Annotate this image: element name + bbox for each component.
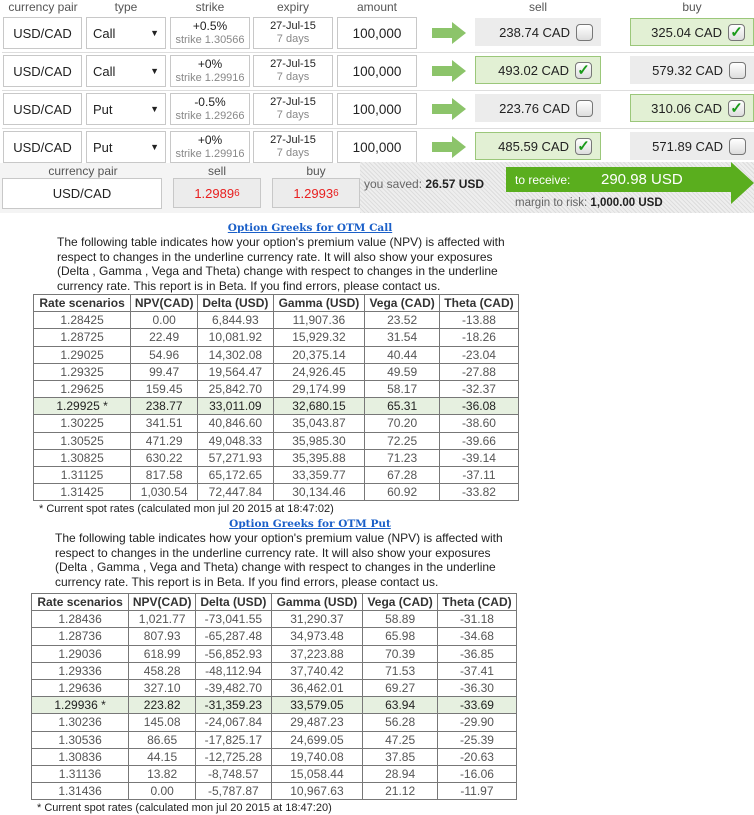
strike-percent: +0% — [197, 57, 223, 71]
spot-rate-note: * Current spot rates (calculated mon jul 20 2015 at 18:47:02) — [39, 503, 334, 515]
summary-pair-label: currency pair — [48, 164, 118, 178]
table-cell: 1.31136 — [32, 765, 129, 782]
option-type-select[interactable] — [86, 93, 166, 125]
table-cell: -5,787.87 — [196, 783, 271, 800]
table-cell: -39,482.70 — [196, 679, 271, 696]
table-cell: 33,011.09 — [198, 398, 273, 415]
table-cell: 65.98 — [363, 628, 438, 645]
expiry-field[interactable] — [253, 17, 333, 49]
table-cell: 1.29636 — [32, 679, 129, 696]
table-cell: 1.28736 — [32, 628, 129, 645]
header-expiry: expiry — [276, 0, 309, 14]
table-cell: 31,290.37 — [271, 611, 363, 628]
table-cell: -11.97 — [437, 783, 516, 800]
summary-pair-field[interactable]: USD/CAD — [2, 178, 162, 209]
table-cell: 1.29025 — [34, 346, 131, 363]
strike-field[interactable] — [170, 93, 250, 125]
table-cell: -33.82 — [439, 484, 518, 501]
table-cell: 31.54 — [365, 329, 440, 346]
greeks-intro: The following table indicates how your option's premium value (NPV) is affected with respect to changes in the underline currency rate. It will also show your exposures (Delta , Gamma , Vega and Theta) change with respect to changes in the underline currency rate. This report is in Beta. If you find errors, please contact us. — [57, 235, 505, 293]
buy-price-option[interactable] — [630, 56, 754, 84]
chevron-down-icon: ▼ — [150, 28, 159, 38]
table-cell: -25.39 — [437, 731, 516, 748]
table-cell: 1.29936 * — [32, 697, 129, 714]
column-header: NPV(CAD) — [131, 295, 198, 312]
table-cell: 40,846.60 — [198, 415, 273, 432]
table-cell: -33.69 — [437, 697, 516, 714]
buy-checkbox[interactable] — [729, 62, 746, 79]
table-cell: -37.11 — [439, 466, 518, 483]
table-cell: 37,740.42 — [271, 662, 363, 679]
table-cell: 1.31436 — [32, 783, 129, 800]
table-cell: -36.08 — [439, 398, 518, 415]
table-cell: 159.45 — [131, 380, 198, 397]
amount-field[interactable]: 100,000 — [337, 55, 417, 87]
table-row — [34, 363, 519, 380]
table-cell: -16.06 — [437, 765, 516, 782]
table-cell: -34.68 — [437, 628, 516, 645]
table-header-row — [34, 295, 519, 312]
buy-price: 325.04 CAD — [651, 24, 722, 40]
sell-checkbox[interactable]: ✓ — [575, 138, 592, 155]
table-row — [32, 783, 517, 800]
spot-buy-rate — [272, 178, 360, 208]
table-cell: -18.26 — [439, 329, 518, 346]
table-row — [32, 662, 517, 679]
sell-price-option[interactable] — [475, 56, 601, 84]
table-row — [32, 731, 517, 748]
table-row — [32, 679, 517, 696]
table-cell: 49,048.33 — [198, 432, 273, 449]
header-sell: sell — [528, 0, 547, 14]
table-cell: 35,043.87 — [273, 415, 365, 432]
current-rate-row — [32, 697, 517, 714]
sell-price: 238.74 CAD — [499, 24, 570, 40]
chevron-down-icon: ▼ — [150, 142, 159, 152]
strike-rate: strike 1.29916 — [175, 72, 245, 84]
table-cell: 58.17 — [365, 380, 440, 397]
table-cell: 0.00 — [131, 312, 198, 329]
buy-price: 571.89 CAD — [652, 138, 723, 154]
table-cell: -65,287.48 — [196, 628, 271, 645]
table-cell: 70.20 — [365, 415, 440, 432]
table-cell: 0.00 — [129, 783, 196, 800]
option-type-select[interactable] — [86, 55, 166, 87]
amount-field[interactable]: 100,000 — [337, 131, 417, 163]
sell-price-option[interactable] — [475, 132, 601, 160]
sell-pip: 6 — [234, 187, 240, 199]
expiry-days: 7 days — [276, 33, 310, 45]
table-cell: 1,021.77 — [129, 611, 196, 628]
table-cell: 24,699.05 — [271, 731, 363, 748]
table-cell: 56.28 — [363, 714, 438, 731]
table-cell: 1.29036 — [32, 645, 129, 662]
table-cell: 69.27 — [363, 679, 438, 696]
table-cell: -29.90 — [437, 714, 516, 731]
table-cell: 23.52 — [365, 312, 440, 329]
row-separator — [2, 52, 754, 53]
expiry-field[interactable] — [253, 131, 333, 163]
header-type: type — [114, 0, 138, 14]
table-cell: 20,375.14 — [273, 346, 365, 363]
table-row — [34, 415, 519, 432]
table-cell: 72,447.84 — [198, 484, 273, 501]
table-cell: 1.28425 — [34, 312, 131, 329]
table-row — [32, 765, 517, 782]
table-row — [32, 714, 517, 731]
spot-rate-note: * Current spot rates (calculated mon jul 20 2015 at 18:47:20) — [37, 802, 332, 814]
sell-checkbox[interactable] — [576, 100, 593, 117]
table-cell: -39.66 — [439, 432, 518, 449]
table-cell: 11,907.36 — [273, 312, 365, 329]
table-row — [32, 645, 517, 662]
column-header: Gamma (USD) — [273, 295, 365, 312]
table-cell: 1.29925 * — [34, 398, 131, 415]
summary-buy-label: buy — [306, 164, 326, 178]
receive-arrow-icon — [731, 162, 754, 204]
buy-price-option[interactable] — [630, 94, 754, 122]
sell-rate: 1.2989 — [194, 185, 235, 201]
arrow-right-icon — [432, 60, 466, 82]
table-row — [34, 432, 519, 449]
buy-price: 579.32 CAD — [652, 62, 723, 78]
table-cell: -13.88 — [439, 312, 518, 329]
table-cell: 1.30536 — [32, 731, 129, 748]
sell-checkbox[interactable] — [576, 24, 593, 41]
expiry-field[interactable] — [253, 55, 333, 87]
table-cell: 21.12 — [363, 783, 438, 800]
sell-price-option[interactable] — [475, 18, 601, 46]
table-cell: -37.41 — [437, 662, 516, 679]
table-cell: 47.25 — [363, 731, 438, 748]
table-cell: -8,748.57 — [196, 765, 271, 782]
saved-label: you saved: — [364, 177, 423, 191]
current-rate-row — [34, 398, 519, 415]
expiry-days: 7 days — [276, 71, 310, 83]
table-row — [34, 466, 519, 483]
table-row — [32, 611, 517, 628]
table-cell: 1.30825 — [34, 449, 131, 466]
currency-pair-field[interactable]: USD/CAD — [3, 55, 82, 87]
column-header: Delta (USD) — [196, 594, 271, 611]
strike-percent: +0.5% — [192, 19, 228, 33]
table-cell: 33,579.05 — [271, 697, 363, 714]
header-amount: amount — [356, 0, 398, 14]
receive-value: 290.98 USD — [601, 171, 683, 188]
table-row — [34, 380, 519, 397]
table-cell: -24,067.84 — [196, 714, 271, 731]
table-cell: 1.30525 — [34, 432, 131, 449]
summary-sell-label: sell — [207, 164, 226, 178]
buy-pip: 6 — [333, 187, 339, 199]
column-header: Rate scenarios — [34, 295, 131, 312]
table-cell: 1.28436 — [32, 611, 129, 628]
margin-label: margin to risk: — [515, 197, 588, 209]
table-cell: -36.85 — [437, 645, 516, 662]
buy-price: 310.06 CAD — [651, 100, 722, 116]
table-cell: 33,359.77 — [273, 466, 365, 483]
column-header: NPV(CAD) — [129, 594, 196, 611]
strike-field[interactable] — [170, 55, 250, 87]
table-cell: 60.92 — [365, 484, 440, 501]
option-type-select[interactable] — [86, 131, 166, 163]
table-cell: 10,081.92 — [198, 329, 273, 346]
table-cell: -31,359.23 — [196, 697, 271, 714]
table-cell: 1.28725 — [34, 329, 131, 346]
table-cell: 37,223.88 — [271, 645, 363, 662]
option-type-value: Call — [93, 63, 116, 79]
spot-rate-panel — [0, 163, 360, 213]
saved-value: 26.57 USD — [425, 177, 485, 191]
table-cell: 44.15 — [129, 748, 196, 765]
table-cell: 67.28 — [365, 466, 440, 483]
header-currency-pair: currency pair — [8, 0, 78, 14]
table-cell: 65.31 — [365, 398, 440, 415]
expiry-date: 27-Jul-15 — [270, 20, 316, 32]
buy-checkbox[interactable] — [729, 138, 746, 155]
table-cell: 24,926.45 — [273, 363, 365, 380]
row-separator — [2, 90, 754, 91]
amount-field[interactable]: 100,000 — [337, 93, 417, 125]
margin-value: 1,000.00 USD — [590, 197, 663, 209]
table-cell: -48,112.94 — [196, 662, 271, 679]
column-header: Theta (CAD) — [437, 594, 516, 611]
table-cell: 13.82 — [129, 765, 196, 782]
table-cell: 1.30225 — [34, 415, 131, 432]
table-cell: 6,844.93 — [198, 312, 273, 329]
header-buy: buy — [682, 0, 702, 14]
table-cell: 35,395.88 — [273, 449, 365, 466]
table-cell: 1.30236 — [32, 714, 129, 731]
header-strike: strike — [195, 0, 225, 14]
table-cell: 72.25 — [365, 432, 440, 449]
table-cell: 341.51 — [131, 415, 198, 432]
buy-rate: 1.2993 — [293, 185, 334, 201]
option-type-select[interactable] — [86, 17, 166, 49]
column-header: Delta (USD) — [198, 295, 273, 312]
table-cell: 15,929.32 — [273, 329, 365, 346]
strike-field[interactable] — [170, 17, 250, 49]
table-cell: 145.08 — [129, 714, 196, 731]
table-cell: 28.94 — [363, 765, 438, 782]
table-cell: 223.82 — [129, 697, 196, 714]
strike-rate: strike 1.29916 — [175, 148, 245, 160]
table-cell: 471.29 — [131, 432, 198, 449]
greeks-table — [33, 294, 519, 501]
table-cell: 327.10 — [129, 679, 196, 696]
greeks-title-link[interactable]: Option Greeks for OTM Put — [229, 518, 391, 530]
table-cell: -23.04 — [439, 346, 518, 363]
table-row — [34, 449, 519, 466]
table-cell: 86.65 — [129, 731, 196, 748]
table-cell: 15,058.44 — [271, 765, 363, 782]
option-type-value: Put — [93, 139, 113, 155]
arrow-right-icon — [432, 98, 466, 120]
currency-pair-field[interactable]: USD/CAD — [3, 93, 82, 125]
buy-checkbox[interactable]: ✓ — [728, 24, 745, 41]
table-cell: 630.22 — [131, 449, 198, 466]
table-cell: -32.37 — [439, 380, 518, 397]
buy-price-option[interactable] — [630, 132, 754, 160]
sell-price: 485.59 CAD — [498, 138, 569, 154]
buy-price-option[interactable] — [630, 18, 754, 46]
table-cell: -27.88 — [439, 363, 518, 380]
strike-percent: +0% — [197, 133, 223, 147]
table-cell: 458.28 — [129, 662, 196, 679]
table-cell: 34,973.48 — [271, 628, 363, 645]
table-cell: 32,680.15 — [273, 398, 365, 415]
table-cell: 1.31125 — [34, 466, 131, 483]
table-cell: 618.99 — [129, 645, 196, 662]
buy-checkbox[interactable]: ✓ — [728, 100, 745, 117]
column-header: Gamma (USD) — [271, 594, 363, 611]
table-cell: -73,041.55 — [196, 611, 271, 628]
column-header: Vega (CAD) — [363, 594, 438, 611]
column-header: Vega (CAD) — [365, 295, 440, 312]
table-cell: 1.29336 — [32, 662, 129, 679]
table-cell: -17,825.17 — [196, 731, 271, 748]
table-cell: 63.94 — [363, 697, 438, 714]
column-header: Theta (CAD) — [439, 295, 518, 312]
table-cell: 37.85 — [363, 748, 438, 765]
greeks-intro: The following table indicates how your option's premium value (NPV) is affected with respect to changes in the underline currency rate. It will also show your exposures (Delta , Gamma , Vega and Theta) change with respect to changes in the underline currency rate. This report is in Beta. If you find errors, please contact us. — [55, 531, 503, 589]
expiry-days: 7 days — [276, 109, 310, 121]
table-cell: 99.47 — [131, 363, 198, 380]
table-row — [34, 346, 519, 363]
strike-rate: strike 1.30566 — [175, 34, 245, 46]
table-header-row — [32, 594, 517, 611]
option-type-value: Call — [93, 25, 116, 41]
table-cell: 19,740.08 — [271, 748, 363, 765]
greeks-table — [31, 593, 517, 800]
table-cell: 40.44 — [365, 346, 440, 363]
table-cell: 36,462.01 — [271, 679, 363, 696]
table-cell: 30,134.46 — [273, 484, 365, 501]
table-cell: 71.23 — [365, 449, 440, 466]
currency-pair-field[interactable]: USD/CAD — [3, 17, 82, 49]
table-cell: 71.53 — [363, 662, 438, 679]
expiry-field[interactable] — [253, 93, 333, 125]
table-cell: 19,564.47 — [198, 363, 273, 380]
table-row — [32, 748, 517, 765]
table-cell: 29,174.99 — [273, 380, 365, 397]
receive-label: to receive: — [515, 173, 571, 187]
expiry-date: 27-Jul-15 — [270, 134, 316, 146]
table-cell: 238.77 — [131, 398, 198, 415]
table-cell: -31.18 — [437, 611, 516, 628]
table-cell: 10,967.63 — [271, 783, 363, 800]
table-row — [34, 329, 519, 346]
table-cell: 1.30836 — [32, 748, 129, 765]
table-cell: 1,030.54 — [131, 484, 198, 501]
row-separator — [2, 128, 754, 129]
table-cell: 25,842.70 — [198, 380, 273, 397]
table-cell: -56,852.93 — [196, 645, 271, 662]
sell-price-option[interactable] — [475, 94, 601, 122]
sell-price: 223.76 CAD — [499, 100, 570, 116]
table-cell: 1.29325 — [34, 363, 131, 380]
chevron-down-icon: ▼ — [150, 104, 159, 114]
table-cell: 807.93 — [129, 628, 196, 645]
table-row — [34, 484, 519, 501]
expiry-days: 7 days — [276, 147, 310, 159]
table-row — [34, 312, 519, 329]
table-cell: -39.14 — [439, 449, 518, 466]
sell-price: 493.02 CAD — [498, 62, 569, 78]
option-type-value: Put — [93, 101, 113, 117]
column-header: Rate scenarios — [32, 594, 129, 611]
table-cell: -12,725.28 — [196, 748, 271, 765]
amount-field[interactable]: 100,000 — [337, 17, 417, 49]
strike-field[interactable] — [170, 131, 250, 163]
spot-sell-rate — [173, 178, 261, 208]
table-row — [32, 628, 517, 645]
table-cell: 22.49 — [131, 329, 198, 346]
table-cell: -38.60 — [439, 415, 518, 432]
table-cell: 70.39 — [363, 645, 438, 662]
greeks-title-link[interactable]: Option Greeks for OTM Call — [227, 222, 393, 234]
table-cell: 65,172.65 — [198, 466, 273, 483]
table-cell: 35,985.30 — [273, 432, 365, 449]
arrow-right-icon — [432, 136, 466, 158]
expiry-date: 27-Jul-15 — [270, 58, 316, 70]
totals-panel — [360, 162, 754, 213]
table-cell: 817.58 — [131, 466, 198, 483]
sell-checkbox[interactable]: ✓ — [575, 62, 592, 79]
table-cell: 14,302.08 — [198, 346, 273, 363]
currency-pair-field[interactable]: USD/CAD — [3, 131, 82, 163]
table-cell: 54.96 — [131, 346, 198, 363]
table-cell: 1.29625 — [34, 380, 131, 397]
table-cell: 29,487.23 — [271, 714, 363, 731]
arrow-right-icon — [432, 22, 466, 44]
expiry-date: 27-Jul-15 — [270, 96, 316, 108]
table-cell: -36.30 — [437, 679, 516, 696]
table-cell: 57,271.93 — [198, 449, 273, 466]
table-cell: 49.59 — [365, 363, 440, 380]
table-cell: 1.31425 — [34, 484, 131, 501]
chevron-down-icon: ▼ — [150, 66, 159, 76]
strike-rate: strike 1.29266 — [175, 110, 245, 122]
strike-percent: -0.5% — [194, 95, 226, 109]
table-cell: 58.89 — [363, 611, 438, 628]
table-cell: -20.63 — [437, 748, 516, 765]
